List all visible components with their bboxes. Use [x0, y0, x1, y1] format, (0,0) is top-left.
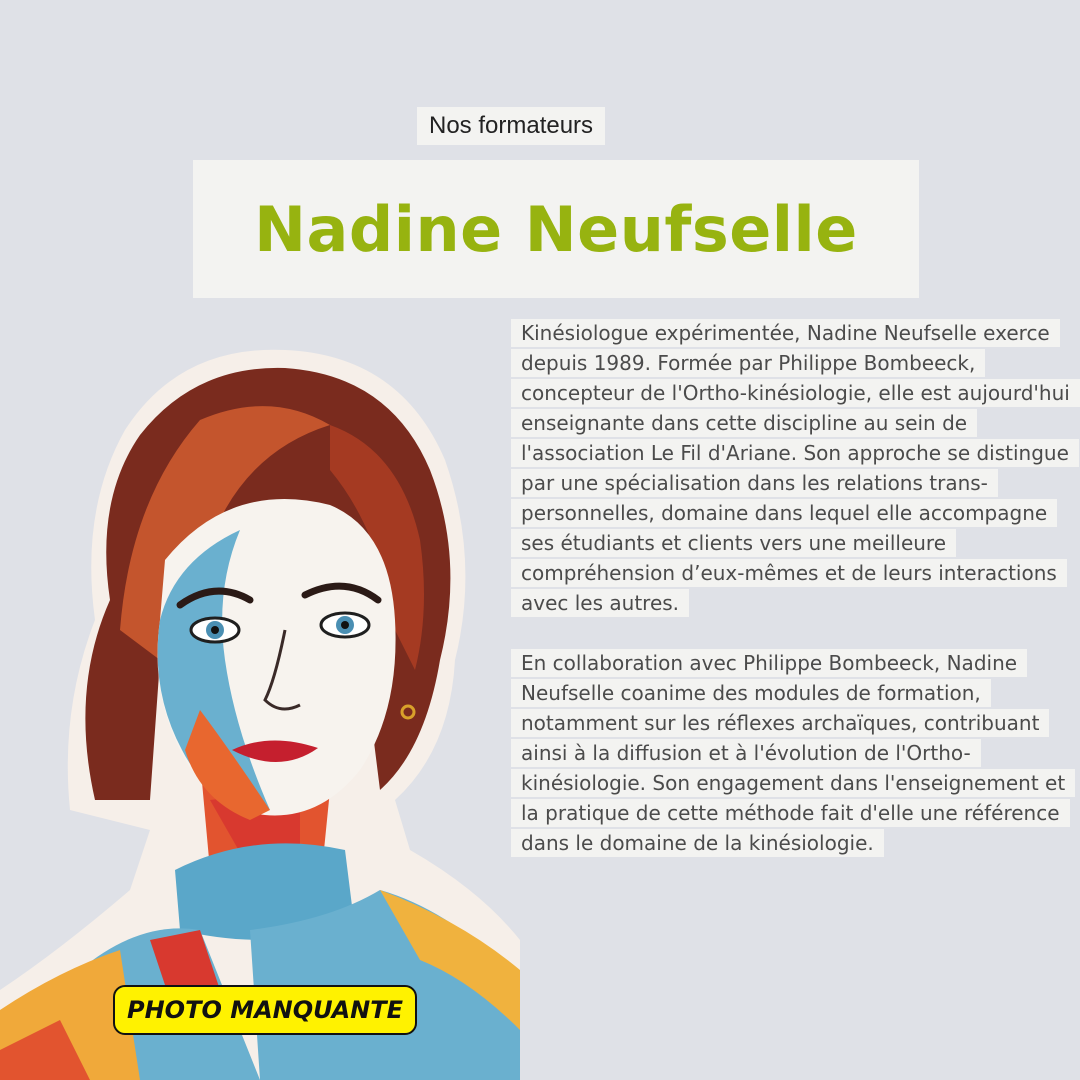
bio-paragraph-1-text: Kinésiologue expérimentée, Nadine Neufselle exerce depuis 1989. Formée par Philippe Bombeeck, concepteur de l'Ortho-kinésiologie, elle est aujourd'hui enseignante dans cette discipline au sein de l'association Le Fil d'Ariane. Son approche se distingue par une spécialisation dans les relations trans-personnelles, domaine dans lequel elle accompagne ses étudiants et clients vers une meilleure compréhension d’eux-mêmes et de leurs interactions avec les autres. — [511, 319, 1080, 617]
missing-photo-badge: PHOTO MANQUANTE — [113, 985, 417, 1035]
trainer-portrait-illustration — [0, 330, 530, 1080]
bio-paragraph-2-text: En collaboration avec Philippe Bombeeck, Nadine Neufselle coanime des modules de formation, notamment sur les réflexes archaïques, contribuant ainsi à la diffusion et à l'évolution de l'Ortho-kinésiologie. Son engagement dans l'enseignement et la pratique de cette méthode fait d'elle une référence dans le domaine de la kinésiologie. — [511, 649, 1075, 857]
section-eyebrow: Nos formateurs — [417, 107, 605, 145]
bio-text — [511, 318, 1071, 888]
bio-paragraph — [511, 648, 1071, 858]
trainer-name: Nadine Neufselle — [254, 192, 858, 266]
trainer-name-box — [193, 160, 919, 298]
bio-paragraph — [511, 318, 1071, 618]
